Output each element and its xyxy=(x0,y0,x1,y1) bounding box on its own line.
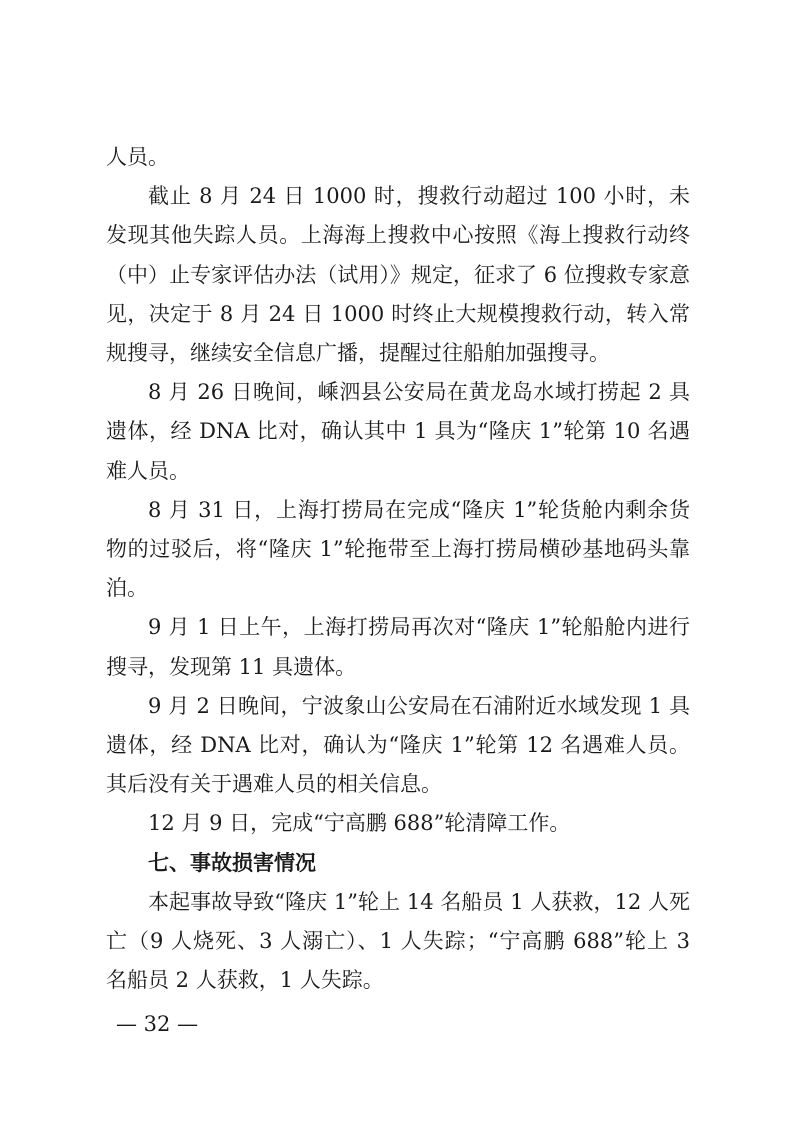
paragraph-search-termination: 截止 8 月 24 日 1000 时，搜救行动超过 100 小时，未发现其他失踪人员。上海海上搜救中心按照《海上搜救行动终（中）止专家评估办法（试用）》规定，征求了 6 位搜救专家意见，决定于 8 月 24 日 1000 时终止大规模搜救行动，转入常规搜寻，继续安全信息广播，提醒过往船舶加强搜寻。 xyxy=(106,184,690,366)
paragraph-aug-26-recovery: 8 月 26 日晚间，嵊泗县公安局在黄龙岛水域打捞起 2 具遗体，经 DNA 比对，确认其中 1 具为“隆庆 1”轮第 10 名遇难人员。 xyxy=(106,380,690,483)
paragraph-aug-31-towing: 8 月 31 日，上海打捞局在完成“隆庆 1”轮货舱内剩余货物的过驳后，将“隆庆 1”轮拖带至上海打捞局横砂基地码头靠泊。 xyxy=(106,497,690,601)
page-number: — 32 — xyxy=(116,1012,199,1036)
paragraph-dec-9-clearance: 12 月 9 日，完成“宁高鹏 688”轮清障工作。 xyxy=(148,811,571,836)
paragraph-casualties: 本起事故导致“隆庆 1”轮上 14 名船员 1 人获救，12 人死亡（9 人烧死、3 人溺亡）、1 人失踪；“宁高鹏 688”轮上 3 名船员 2 人获救，1 人失踪。 xyxy=(106,889,690,993)
paragraph-sep-1-search: 9 月 1 日上午，上海打捞局再次对“隆庆 1”轮船舱内进行搜寻，发现第 11 具遗体。 xyxy=(106,615,690,679)
paragraph-continuation: 人员。 xyxy=(106,145,169,169)
section-heading-accident-damage: 七、事故损害情况 xyxy=(148,850,316,875)
paragraph-sep-2-recovery: 9 月 2 日晚间，宁波象山公安局在石浦附近水域发现 1 具遗体，经 DNA 比对，确认为“隆庆 1”轮第 12 名遇难人员。其后没有关于遇难人员的相关信息。 xyxy=(106,693,690,797)
document-page xyxy=(106,138,690,1000)
